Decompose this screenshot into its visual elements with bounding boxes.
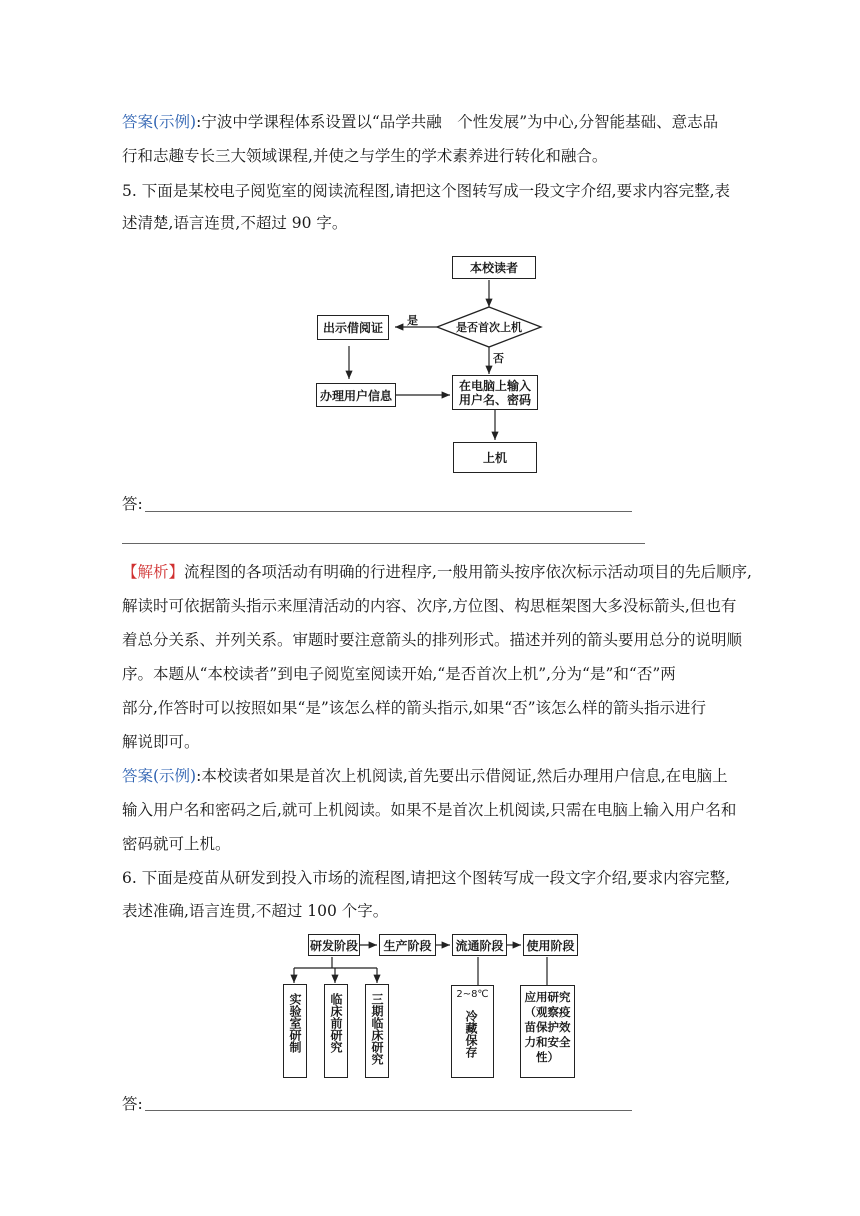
stage-research: 研发阶段 bbox=[308, 934, 360, 956]
stage-usage: 使用阶段 bbox=[523, 934, 578, 956]
q5-answer-line-3: 密码就可上机。 bbox=[122, 835, 231, 853]
flow-node-show-card: 出示借阅证 bbox=[317, 315, 389, 340]
analysis-line-4: 序。本题从“本校读者”到电子阅览室阅读开始,“是否首次上机”,分为“是”和“否”两 bbox=[122, 665, 676, 683]
flow-label-no: 否 bbox=[493, 352, 504, 365]
flow-node-decision-label: 是否首次上机 bbox=[456, 321, 522, 334]
sub-lab-development: 实验室研制 bbox=[283, 984, 307, 1078]
storage-temperature: 2~8℃ bbox=[456, 989, 489, 1000]
answer-text: :本校读者如果是首次上机阅读,首先要出示借阅证,然后办理用户信息,在电脑上 bbox=[196, 767, 728, 785]
analysis-line-2: 解读时可依据箭头指示来厘清活动的内容、次序,方位图、构思框架图大多没标箭头,但也有 bbox=[122, 597, 737, 615]
q6-flowchart bbox=[280, 930, 590, 1080]
analysis-text: 流程图的各项活动有明确的行进程序,一般用箭头按序依次标示活动项目的先后顺序, bbox=[184, 563, 752, 581]
q6-question-line-1: 6. 下面是疫苗从研发到投入市场的流程图,请把这个图转写成一段文字介绍,要求内容完整, bbox=[122, 869, 730, 887]
q6-question-line-2: 表述准确,语言连贯,不超过 100 个字。 bbox=[122, 902, 389, 920]
answer-label: 答案(示例) bbox=[122, 767, 197, 785]
q4-answer-line-2: 行和志趣专长三大领域课程,并使之与学生的学术素养进行转化和融合。 bbox=[122, 147, 608, 165]
storage-label: 冷藏保存 bbox=[464, 1010, 478, 1058]
analysis-line-5: 部分,作答时可以按照如果“是”该怎么样的箭头指示,如果“否”该怎么样的箭头指示进行 bbox=[122, 699, 707, 717]
flow-label-yes: 是 bbox=[407, 314, 418, 327]
answer-blank-line-2 bbox=[122, 543, 645, 544]
q5-question-line-2: 述清楚,语言连贯,不超过 90 字。 bbox=[122, 214, 348, 232]
input-line-2: 用户名、密码 bbox=[458, 392, 531, 407]
analysis-line-1 bbox=[122, 562, 752, 582]
q5-answer-line-1 bbox=[122, 766, 728, 786]
answer-label: 答案(示例) bbox=[122, 113, 197, 131]
flow-node-login: 上机 bbox=[453, 442, 537, 473]
analysis-tag: 【解析】 bbox=[122, 563, 185, 581]
stage-distribution: 流通阶段 bbox=[452, 934, 507, 956]
usage-research-box: 应用研究（观察疫苗保护效力和安全性） bbox=[520, 985, 575, 1078]
analysis-line-3: 着总分关系、并列关系。审题时要注意箭头的排列形式。描述并列的箭头要用总分的说明顺 bbox=[122, 631, 743, 649]
q6-answer-prefix: 答: bbox=[122, 1095, 143, 1113]
storage-box bbox=[451, 985, 494, 1078]
analysis-line-6: 解说即可。 bbox=[122, 733, 200, 751]
stage-production: 生产阶段 bbox=[379, 934, 436, 956]
flow-node-input bbox=[452, 375, 538, 410]
answer-blank-line-1 bbox=[145, 511, 632, 512]
sub-preclinical: 临床前研究 bbox=[324, 984, 348, 1078]
q5-answer-line-2: 输入用户名和密码之后,就可上机阅读。如果不是首次上机阅读,只需在电脑上输入用户名和 bbox=[122, 801, 737, 819]
sub-clinical-trials: 三期临床研究 bbox=[365, 984, 389, 1078]
input-line-1: 在电脑上输入 bbox=[458, 378, 531, 393]
answer-blank-line bbox=[145, 1110, 632, 1111]
q5-flowchart bbox=[300, 250, 560, 480]
flow-node-register: 办理用户信息 bbox=[316, 383, 396, 407]
q4-answer-line-1 bbox=[122, 112, 718, 132]
flow-node-reader: 本校读者 bbox=[452, 256, 536, 279]
q5-question-line-1: 5. 下面是某校电子阅览室的阅读流程图,请把这个图转写成一段文字介绍,要求内容完整,表 bbox=[122, 182, 730, 200]
q5-answer-prefix: 答: bbox=[122, 495, 143, 513]
answer-text: :宁波中学课程体系设置以“品学共融 个性发展”为中心,分智能基础、意志品 bbox=[196, 113, 719, 131]
